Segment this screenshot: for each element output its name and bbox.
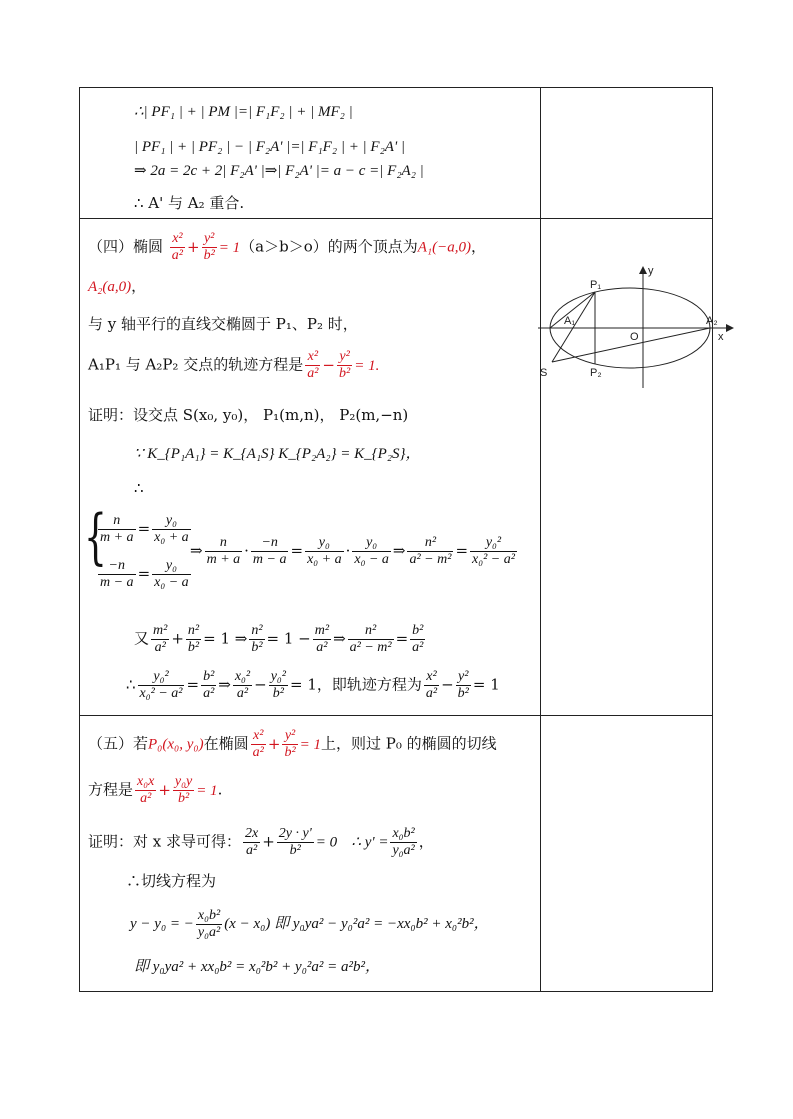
label-x: x xyxy=(718,331,724,343)
eq-line-1: ∴| PF₁ | + | PM |=| F₁F₂ | + | MF₂ | xyxy=(134,104,353,120)
label-s: S xyxy=(540,367,548,379)
tangent-heading: ∴切线方程为 xyxy=(126,872,217,890)
derivative-proof: 证明：对 x 求导可得： $\frac{2x}{\text{a²}}$ + $\frac{2y \cdot y'}{\text{b²}}$ = 0 ∴ y' = $\frac{\text{x₀b²}}{\text{y₀a²}}$ ， xyxy=(88,826,434,858)
section-ellipse-proof-end xyxy=(80,88,540,218)
system-row-1: $\frac{n}{m + a}$ = $\frac{\text{y₀}}{\text{x₀ + a}}$ xyxy=(100,513,189,545)
trajectory-statement: A₁P₁ 与 A₂P₂ 交点的轨迹方程是 $\frac{\text{x²}}{\text{a²}}$ − $\frac{\text{y²}}{\text{b²}}$ = 1. xyxy=(88,349,380,381)
ellipse-figure xyxy=(538,262,738,392)
label-o: O xyxy=(630,331,639,343)
also-line: 又 $\frac{\text{m²}}{\text{a²}}$ + $\frac{\text{n²}}{\text{b²}}$ = 1 ⇒ $\frac{\text{n²}}{\text{b²}}$ = 1 − $\frac{\text{m²}}{\text{a²}}$ ⇒ $\frac{\text{n²}}{\text{a² − m²}}$ = $\frac{\text{b²}}{\text{a²}}$ xyxy=(134,623,424,655)
line-p1-s xyxy=(552,292,595,362)
section-four xyxy=(80,219,540,715)
x-axis-arrow xyxy=(726,324,734,332)
section4-heading: （四）椭圆 $\frac{\text{x²}}{\text{a²}}$ + $\frac{\text{y²}}{\text{b²}}$ = 1（a＞b＞o）的两个顶点为A₁(−a,0)， xyxy=(88,231,486,263)
vertex-a2-line: A₂(a,0)， xyxy=(88,277,147,295)
system-brace: { xyxy=(84,502,107,572)
parallel-line-text: 与 y 轴平行的直线交椭圆于 P₁、P₂ 时， xyxy=(88,315,358,333)
section5-heading: （五）若P₀(x₀, y₀)在椭圆 $\frac{\text{x²}}{\text{a²}}$ + $\frac{\text{y²}}{\text{b²}}$ = 1上，则过 P₀ 的椭圆的切线 xyxy=(88,728,497,760)
section-five xyxy=(80,716,540,992)
eq-line-2: | PF₁ | + | PF₂ | − | F₂A' |=| F₁F₂ | + | F₂A' | xyxy=(134,139,406,155)
slope-equality: ∵ K_{P₁A₁} = K_{A₁S} K_{P₂A₂} = K_{P₂S}， xyxy=(134,446,421,462)
tangent-final: 即 y₀ya² + xx₀b² = x₀²b² + y₀²a² = a²b²， xyxy=(134,959,381,975)
tangent-equation: 方程是 $\frac{\text{x₀x}}{\text{a²}}$ + $\frac{\text{y₀y}}{\text{b²}}$ = 1. xyxy=(88,774,223,806)
label-p1: P₁ xyxy=(590,279,602,291)
proof-setup: 证明：设交点 S(x₀, y₀)， P₁(m,n)， P₂(m,−n) xyxy=(88,406,409,424)
system-row-2: $\frac{-n}{m - a}$ = $\frac{\text{y₀}}{\text{x₀ − a}}$ xyxy=(100,558,189,590)
system-product: ⇒ $\frac{n}{m + a}$ · $\frac{-n}{m - a}$ = $\frac{\text{y₀}}{\text{x₀ + a}}$ · $\frac{\text{y₀}}{\text{x₀ − a}}$ ⇒ $\frac{\text{n²}}{\text{a² − m²}}$ = $\frac{\text{y₀²}}{\text{x₀² − a²}}$ xyxy=(190,535,515,567)
conclusion-line: ∴ A' 与 A₂ 重合. xyxy=(134,194,245,212)
eq-line-3: ⇒ 2a = 2c + 2| F₂A' |⇒| F₂A' |= a − c =| F₂A₂ | xyxy=(134,163,424,179)
therefore-symbol: ∴ xyxy=(134,479,144,497)
final-trajectory-line: ∴ $\frac{\text{y₀²}}{\text{x₀² − a²}}$ = $\frac{\text{b²}}{\text{a²}}$ ⇒ $\frac{\text{x₀²}}{\text{a²}}$ − $\frac{\text{y₀²}}{\text{b²}}$ = 1，即轨迹方程为 $\frac{\text{x²}}{\text{a²}}$ − $\frac{\text{y²}}{\text{b²}}$ = 1 xyxy=(126,669,500,701)
label-a2: A₂ xyxy=(706,315,718,327)
content-table xyxy=(79,87,713,992)
label-p2: P₂ xyxy=(590,367,602,379)
vertex-a1: A₁(−a,0) xyxy=(417,239,471,256)
column-divider xyxy=(540,88,541,991)
tangent-derivation: y − y₀ = − $\frac{\text{x₀b²}}{\text{y₀a²}}$ (x − x₀) 即 y₀ya² − y₀²a² = −xx₀b² + x₀²b²， xyxy=(130,908,489,940)
y-axis-arrow xyxy=(639,266,647,274)
label-a1: A₁ xyxy=(564,315,576,327)
label-y: y xyxy=(648,265,654,277)
